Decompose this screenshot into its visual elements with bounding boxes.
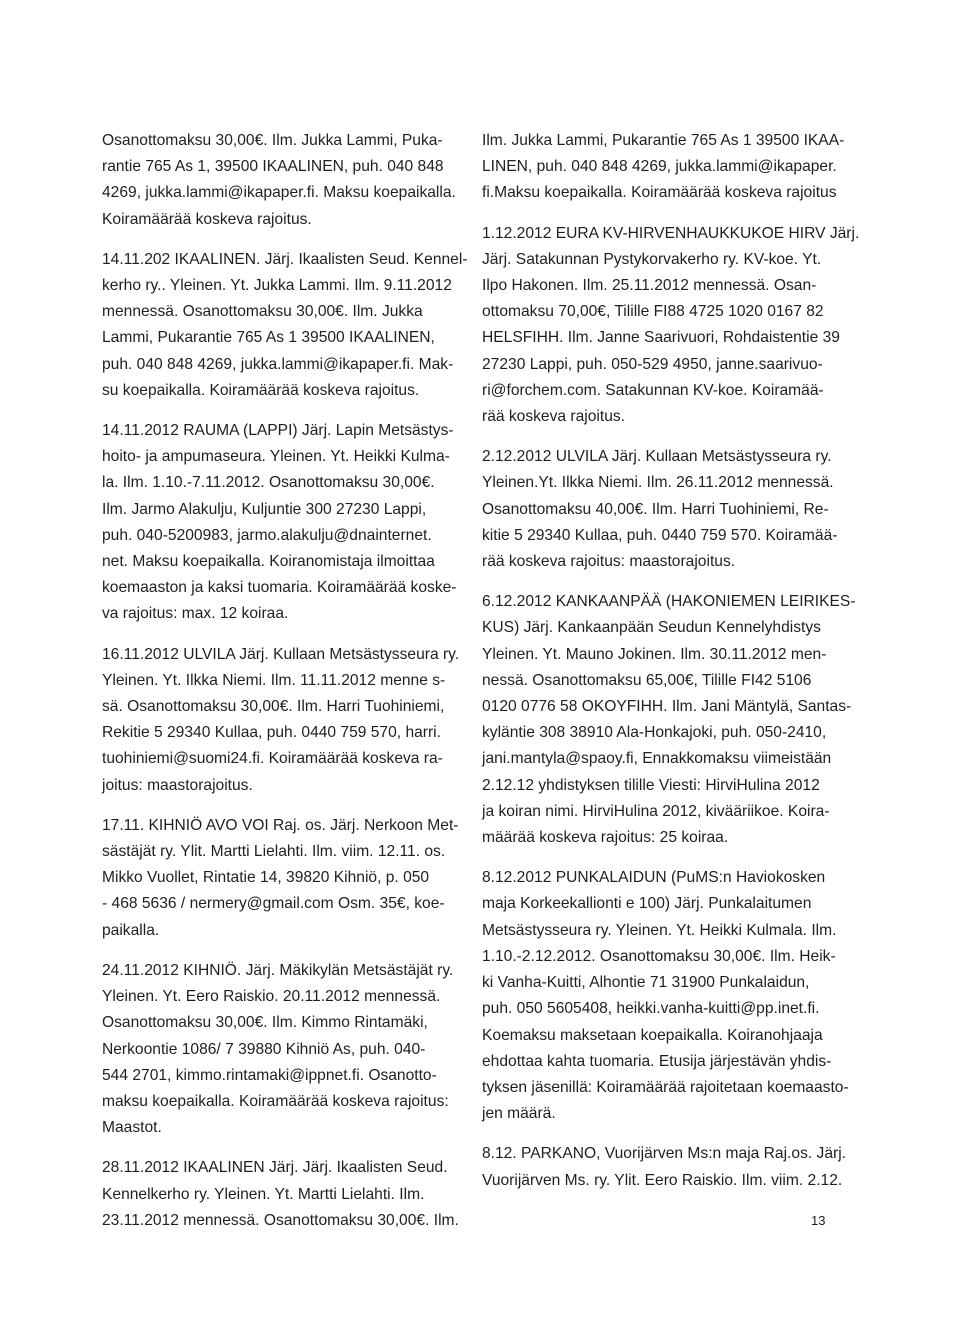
text-line: Koiramäärää koskeva rajoitus. — [102, 210, 312, 228]
text-line: tyksen jäsenillä: Koiramäärää rajoitetaan koemaasto- — [482, 1078, 849, 1096]
text-line: Vuorijärven Ms. ry. Ylit. Eero Raiskio. Ilm. viim. 2.12. — [482, 1171, 843, 1189]
text-line: puh. 050 5605408, heikki.vanha-kuitti@pp.inet.fi. — [482, 1000, 820, 1018]
right-column — [482, 128, 860, 1208]
text-line: Yleinen. Yt. Eero Raiskio. 20.11.2012 mennessä. — [102, 988, 441, 1006]
text-line: 544 2701, kimmo.rintamaki@ippnet.fi. Osanotto- — [102, 1066, 437, 1084]
text-line: puh. 040-5200983, jarmo.alakulju@dnainternet. — [102, 526, 432, 544]
text-line: Yleinen. Yt. Ilkka Niemi. Ilm. 11.11.2012 menne s- — [102, 671, 446, 689]
text-line: 17.11. KIHNIÖ AVO VOI Raj. os. Järj. Nerkoon Met- — [102, 816, 459, 834]
text-line: Yleinen. Yt. Mauno Jokinen. Ilm. 30.11.2012 men- — [482, 645, 827, 663]
text-line: jani.mantyla@spaoy.fi, Ennakkomaksu viimeistään — [482, 750, 832, 768]
text-line: 1.10.-2.12.2012. Osanottomaksu 30,00€. Ilm. Heik- — [482, 947, 836, 965]
announcement-paragraph — [102, 128, 456, 233]
text-line: 4269, jukka.lammi@ikapaper.fi. Maksu koepaikalla. — [102, 184, 456, 202]
text-line: sästäjät ry. Ylit. Martti Lielahti. Ilm. viim. 12.11. os. — [102, 843, 446, 861]
text-line: maja Korkeekallionti e 100) Järj. Punkalaitumen — [482, 895, 812, 913]
text-line: Yleinen.Yt. Ilkka Niemi. Ilm. 26.11.2012 mennessä. — [482, 474, 834, 492]
announcement-paragraph — [102, 1155, 459, 1234]
announcement-paragraph — [482, 444, 838, 575]
text-line: rantie 765 As 1, 39500 IKAALINEN, puh. 040 848 — [102, 158, 444, 176]
text-line: 28.11.2012 IKAALINEN Järj. Järj. Ikaalisten Seud. — [102, 1159, 448, 1177]
announcement-paragraph — [482, 865, 849, 1127]
text-line: paikalla. — [102, 921, 160, 939]
text-line: ki Vanha-Kuitti, Alhontie 71 31900 Punkalaidun, — [482, 974, 810, 992]
text-line: kerho ry.. Yleinen. Yt. Jukka Lammi. Ilm. 9.11.2012 — [102, 277, 452, 295]
text-line: 23.11.2012 mennessä. Osanottomaksu 30,00€. Ilm. — [102, 1211, 459, 1229]
text-line: 8.12. PARKANO, Vuorijärven Ms:n maja Raj.os. Järj. — [482, 1145, 846, 1163]
text-line: joitus: maastorajoitus. — [102, 776, 253, 794]
text-line: Metsästysseura ry. Yleinen. Yt. Heikki Kulmala. Ilm. — [482, 921, 837, 939]
text-line: la. Ilm. 1.10.-7.11.2012. Osanottomaksu 30,00€. — [102, 474, 435, 492]
text-line: Ilpo Hakonen. Ilm. 25.11.2012 mennessä. Osan- — [482, 277, 817, 295]
text-line: hoito- ja ampumaseura. Yleinen. Yt. Heikki Kulma- — [102, 448, 450, 466]
announcement-paragraph — [102, 813, 459, 944]
announcement-paragraph — [102, 247, 468, 404]
text-line: 16.11.2012 ULVILA Järj. Kullaan Metsästysseura ry. — [102, 645, 460, 663]
text-line: Kennelkerho ry. Yleinen. Yt. Martti Lielahti. Ilm. — [102, 1185, 425, 1203]
text-line: Osanottomaksu 30,00€. Ilm. Kimmo Rintamäki, — [102, 1014, 428, 1032]
text-line: nessä. Osanottomaksu 65,00€, Tilille FI42 5106 — [482, 671, 812, 689]
text-line: HELSFIHH. Ilm. Janne Saarivuori, Rohdaistentie 39 — [482, 329, 840, 347]
text-line: Mikko Vuollet, Rintatie 14, 39820 Kihniö, p. 050 — [102, 869, 430, 887]
text-line: su koepaikalla. Koiramäärää koskeva rajoitus. — [102, 381, 420, 399]
announcement-paragraph — [482, 128, 845, 207]
announcement-paragraph — [102, 958, 454, 1141]
text-line: 14.11.202 IKAALINEN. Järj. Ikaalisten Seud. Kennel- — [102, 250, 468, 268]
left-column — [102, 128, 468, 1248]
text-line: rää koskeva rajoitus. — [482, 408, 626, 426]
text-line: Ilm. Jukka Lammi, Pukarantie 765 As 1 39500 IKAA- — [482, 132, 845, 149]
text-line: maksu koepaikalla. Koiramäärää koskeva rajoitus: — [102, 1092, 449, 1110]
text-line: koemaaston ja kaksi tuomaria. Koiramäärää koske- — [102, 579, 457, 597]
text-line: Osanottomaksu 30,00€. Ilm. Jukka Lammi, Puka- — [102, 132, 443, 149]
announcement-paragraph — [482, 589, 856, 851]
text-line: Osanottomaksu 40,00€. Ilm. Harri Tuohiniemi, Re- — [482, 500, 829, 518]
text-line: Maastot. — [102, 1119, 162, 1137]
text-line: Ilm. Jarmo Alakulju, Kuljuntie 300 27230 Lappi, — [102, 500, 427, 518]
text-line: 8.12.2012 PUNKALAIDUN (PuMS:n Haviokosken — [482, 869, 826, 887]
text-line: määrää koskeva rajoitus: 25 koiraa. — [482, 829, 729, 847]
page-number: 13 — [811, 1213, 826, 1228]
text-line: ottomaksu 70,00€, Tilille FI88 4725 1020 0167 82 — [482, 303, 824, 321]
text-line: ri@forchem.com. Satakunnan KV-koe. Koiramää- — [482, 381, 824, 399]
text-line: 14.11.2012 RAUMA (LAPPI) Järj. Lapin Metsästys- — [102, 422, 454, 440]
text-line: 6.12.2012 KANKAANPÄÄ (HAKONIEMEN LEIRIKES- — [482, 593, 856, 611]
text-line: kitie 5 29340 Kullaa, puh. 0440 759 570. Koiramää- — [482, 526, 838, 544]
announcement-paragraph — [482, 221, 860, 431]
text-line: va rajoitus: max. 12 koiraa. — [102, 605, 289, 623]
announcement-paragraph — [102, 642, 460, 799]
text-line: tuohiniemi@suomi24.fi. Koiramäärää koskeva ra- — [102, 750, 443, 768]
text-line: ja koiran nimi. HirviHulina 2012, kivääriikoe. Koira- — [482, 802, 830, 820]
text-line: rää koskeva rajoitus: maastorajoitus. — [482, 553, 736, 571]
text-line: Koemaksu maksetaan koepaikalla. Koiranohjaaja — [482, 1026, 823, 1044]
text-line: ehdottaa kahta tuomaria. Etusija järjestävän yhdis- — [482, 1052, 832, 1070]
text-line: mennessä. Osanottomaksu 30,00€. Ilm. Jukka — [102, 303, 423, 321]
text-line: 27230 Lappi, puh. 050-529 4950, janne.saarivuo- — [482, 355, 823, 373]
text-line: kyläntie 308 38910 Ala-Honkajoki, puh. 050-2410, — [482, 724, 827, 742]
text-line: fi.Maksu koepaikalla. Koiramäärää koskeva rajoitus — [482, 184, 837, 202]
text-line: LINEN, puh. 040 848 4269, jukka.lammi@ikapaper. — [482, 158, 837, 176]
text-line: 2.12.2012 ULVILA Järj. Kullaan Metsästysseura ry. — [482, 448, 832, 466]
announcement-paragraph — [102, 418, 457, 628]
text-line: Järj. Satakunnan Pystykorvakerho ry. KV-koe. Yt. — [482, 250, 822, 268]
text-line: 2.12.12 yhdistyksen tilille Viesti: HirviHulina 2012 — [482, 776, 820, 794]
text-line: Lammi, Pukarantie 765 As 1 39500 IKAALINEN, — [102, 329, 435, 347]
text-line: sä. Osanottomaksu 30,00€. Ilm. Harri Tuohiniemi, — [102, 698, 445, 716]
text-line: - 468 5636 / nermery@gmail.com Osm. 35€, koe- — [102, 895, 445, 913]
text-line: 1.12.2012 EURA KV-HIRVENHAUKKUKOE HIRV Järj. — [482, 224, 860, 242]
text-line: 0120 0776 58 OKOYFIHH. Ilm. Jani Mäntylä, Santas- — [482, 698, 852, 716]
text-line: net. Maksu koepaikalla. Koiranomistaja ilmoittaa — [102, 553, 435, 571]
text-line: Rekitie 5 29340 Kullaa, puh. 0440 759 570, harri. — [102, 724, 441, 742]
text-line: KUS) Järj. Kankaanpään Seudun Kennelyhdistys — [482, 619, 821, 637]
text-line: jen määrä. — [482, 1105, 556, 1123]
text-line: 24.11.2012 KIHNIÖ. Järj. Mäkikylän Metsästäjät ry. — [102, 961, 454, 979]
announcement-paragraph — [482, 1141, 846, 1193]
text-line: Nerkoontie 1086/ 7 39880 Kihniö As, puh. 040- — [102, 1040, 426, 1058]
text-line: puh. 040 848 4269, jukka.lammi@ikapaper.fi. Mak- — [102, 355, 454, 373]
